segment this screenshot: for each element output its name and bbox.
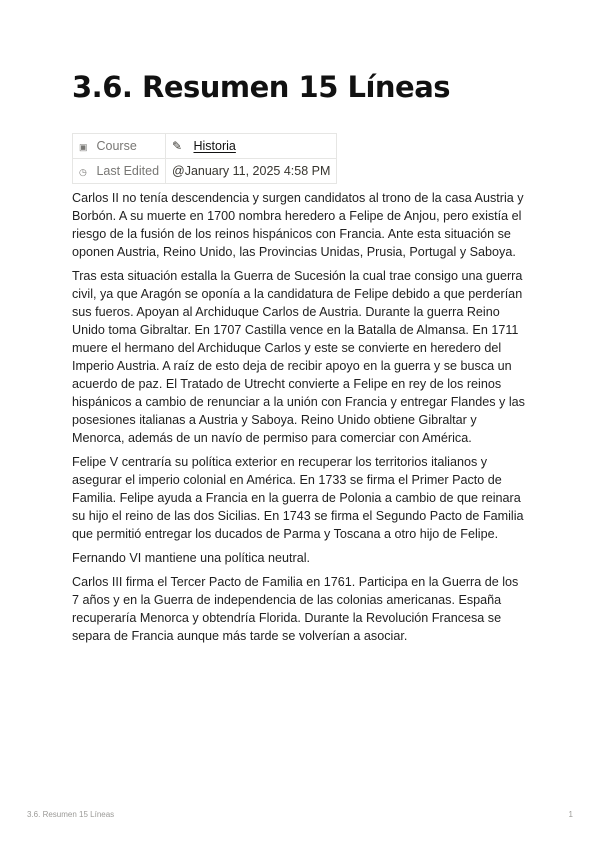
property-row-last-edited (73, 159, 337, 184)
book-icon: ▣ (79, 142, 88, 152)
paragraph: Carlos III firma el Tercer Pacto de Familia en 1761. Participa en la Guerra de los 7 años y en la Guerra de independencia de las colonias americanas. España recuperaría Menorca y obtendría Florida. Durante la Revolución Francesa se separa de Francia aunque más tarde se volverían a asociar. (72, 575, 519, 643)
page-number: 1 (568, 810, 573, 819)
property-label-course: Course (96, 139, 137, 153)
page-title: 3.6. Resumen 15 Líneas (72, 70, 451, 104)
property-value-last-edited (166, 159, 337, 184)
course-link[interactable]: Historia (193, 139, 236, 153)
properties-table (72, 133, 337, 184)
paragraph: Felipe V centraría su política exterior en recuperar los territorios italianos y asegurar el imperio colonial en América. En 1733 se firma el Primer Pacto de Familia. Felipe ayuda a Francia en la guerra de Polonia a cambio de que reinara su hijo el reino de las dos Sicilias. En 1743 se firma el Segundo Pacto de Familia que permitió entregar los ducados de Parma y Toscana a otro hijo de Felipe. (72, 455, 524, 541)
page-footer (27, 810, 573, 819)
property-key-course (73, 134, 166, 159)
footer-title: 3.6. Resumen 15 Líneas (27, 810, 115, 819)
paragraph: Tras esta situación estalla la Guerra de Sucesión la cual trae consigo una guerra civil, ya que Aragón se oponía a la candidatura de Felipe debido a que perderían sus fueros. Apoyan al Archiduque Carlos de Austria. Durante la guerra Reino Unido toma Gibraltar. En 1707 Castilla vence en la Batalla de Almansa. En 1711 muere el hermano del Archiduque Carlos y este se convierte en heredero del Imperio Austria. A raíz de esto deja de recibir apoyo en la guerra y se busca un acuerdo de paz. El Tratado de Utrecht convierte a Felipe en rey de los reinos hispánicos a cambio de renunciar a la unión con Francia y entregar Flandes y las posesiones italianas a Austria y Saboya. Reino Unido obtiene Gibraltar y Menorca, además de un navío de permiso para comerciar con América. (72, 269, 525, 445)
paragraph: Fernando VI mantiene una política neutral. (72, 551, 311, 565)
clock-icon: ◷ (79, 167, 87, 177)
content-body (72, 189, 528, 651)
property-row-course (73, 134, 337, 159)
paragraph: Carlos II no tenía descendencia y surgen candidatos al trono de la casa Austria y Borbón. A su muerte en 1700 nombra heredero a Felipe de Anjou, pero existía el riesgo de la fusión de los reinos hispánicos con Francia. Ante esta situación se oponen Austria, Reino Unido, las Provincias Unidas, Prusia, Portugal y Saboya. (72, 191, 524, 259)
pencil-icon: ✎ (172, 139, 183, 153)
property-key-last-edited (73, 159, 166, 184)
property-label-last-edited: Last Edited (96, 164, 160, 178)
last-edited-date: @January 11, 2025 4:58 PM (172, 164, 331, 178)
property-value-course[interactable] (166, 134, 337, 159)
